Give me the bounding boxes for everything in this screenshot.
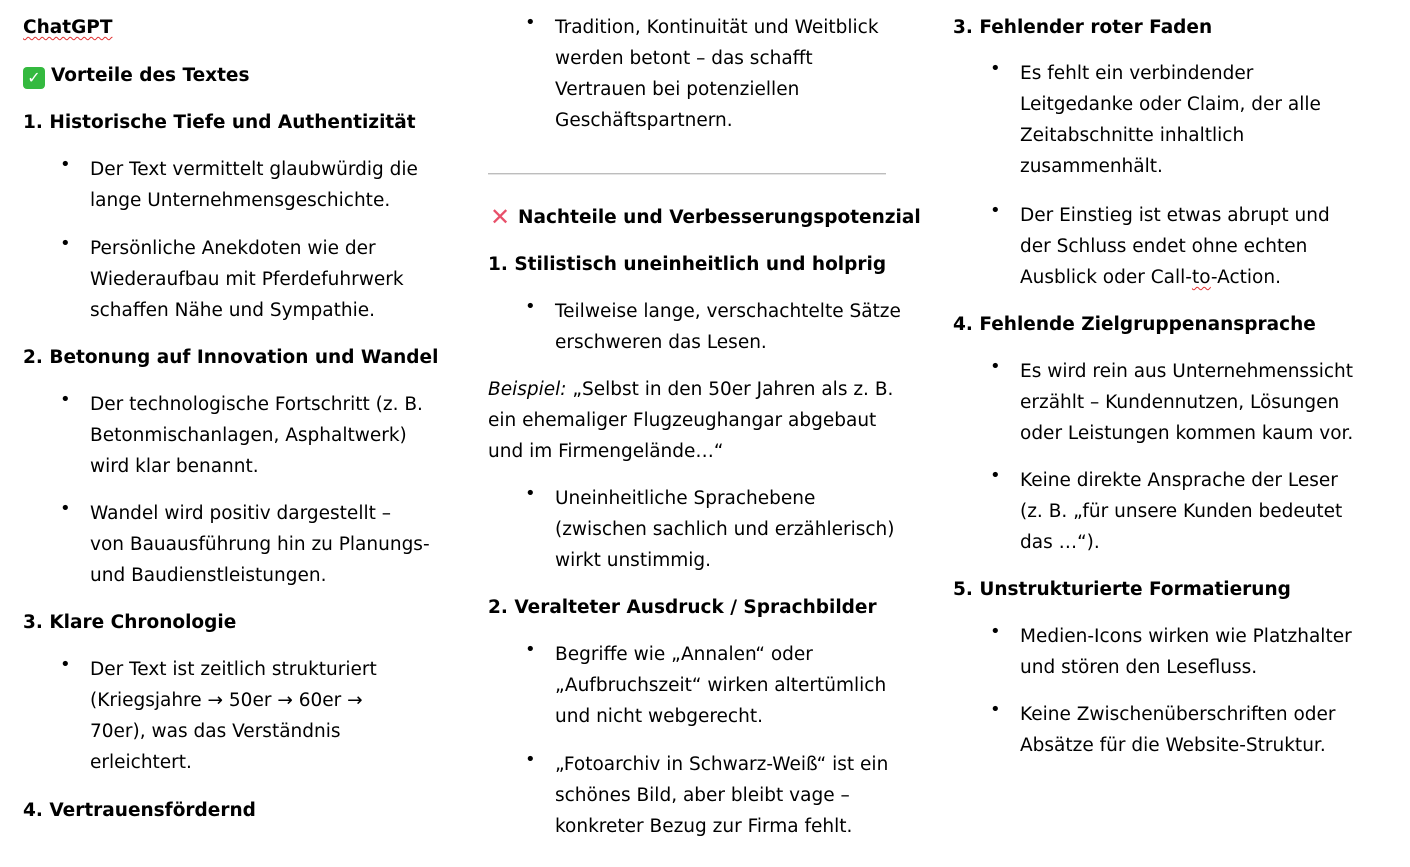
bullet-icon: •: [990, 699, 1001, 720]
bullet-icon: •: [60, 654, 71, 675]
bullet-icon: •: [525, 639, 536, 660]
document-title: ChatGPT: [23, 17, 113, 38]
section-heading: 4. Vertrauensfördernd: [23, 800, 256, 821]
cons-heading: ✕ Nachteile und Verbesserungspotenzial: [489, 203, 921, 231]
bullet-icon: •: [990, 621, 1001, 642]
pros-heading: ✓ Vorteile des Textes: [23, 60, 250, 91]
bullet-icon: •: [525, 749, 536, 770]
cross-mark-icon: ✕: [489, 203, 511, 231]
bullet-icon: •: [60, 154, 71, 175]
bullet-icon: •: [990, 356, 1001, 377]
bullet-icon: •: [60, 498, 71, 519]
section-heading: 3. Fehlender roter Faden: [953, 17, 1213, 38]
bullet-icon: •: [60, 233, 71, 254]
section-heading: 2. Veralteter Ausdruck / Sprachbilder: [488, 597, 877, 618]
bullet-icon: •: [525, 296, 536, 317]
bullet-icon: •: [525, 12, 536, 33]
bullet-icon: •: [990, 200, 1001, 221]
section-heading: 2. Betonung auf Innovation und Wandel: [23, 347, 439, 368]
section-heading: 1. Stilistisch uneinheitlich und holprig: [488, 254, 887, 275]
section-heading: 5. Unstrukturierte Formatierung: [953, 579, 1291, 600]
section-heading: 1. Historische Tiefe und Authentizität: [23, 112, 416, 133]
horizontal-divider: [488, 173, 886, 175]
bullet-icon: •: [990, 58, 1001, 79]
section-heading: 4. Fehlende Zielgruppenansprache: [953, 314, 1316, 335]
bullet-icon: •: [525, 483, 536, 504]
example-label: Beispiel:: [488, 379, 567, 400]
bullet-icon: •: [60, 389, 71, 410]
check-mark-icon: ✓: [23, 67, 45, 89]
section-heading: 3. Klare Chronologie: [23, 612, 237, 633]
bullet-icon: •: [990, 465, 1001, 486]
